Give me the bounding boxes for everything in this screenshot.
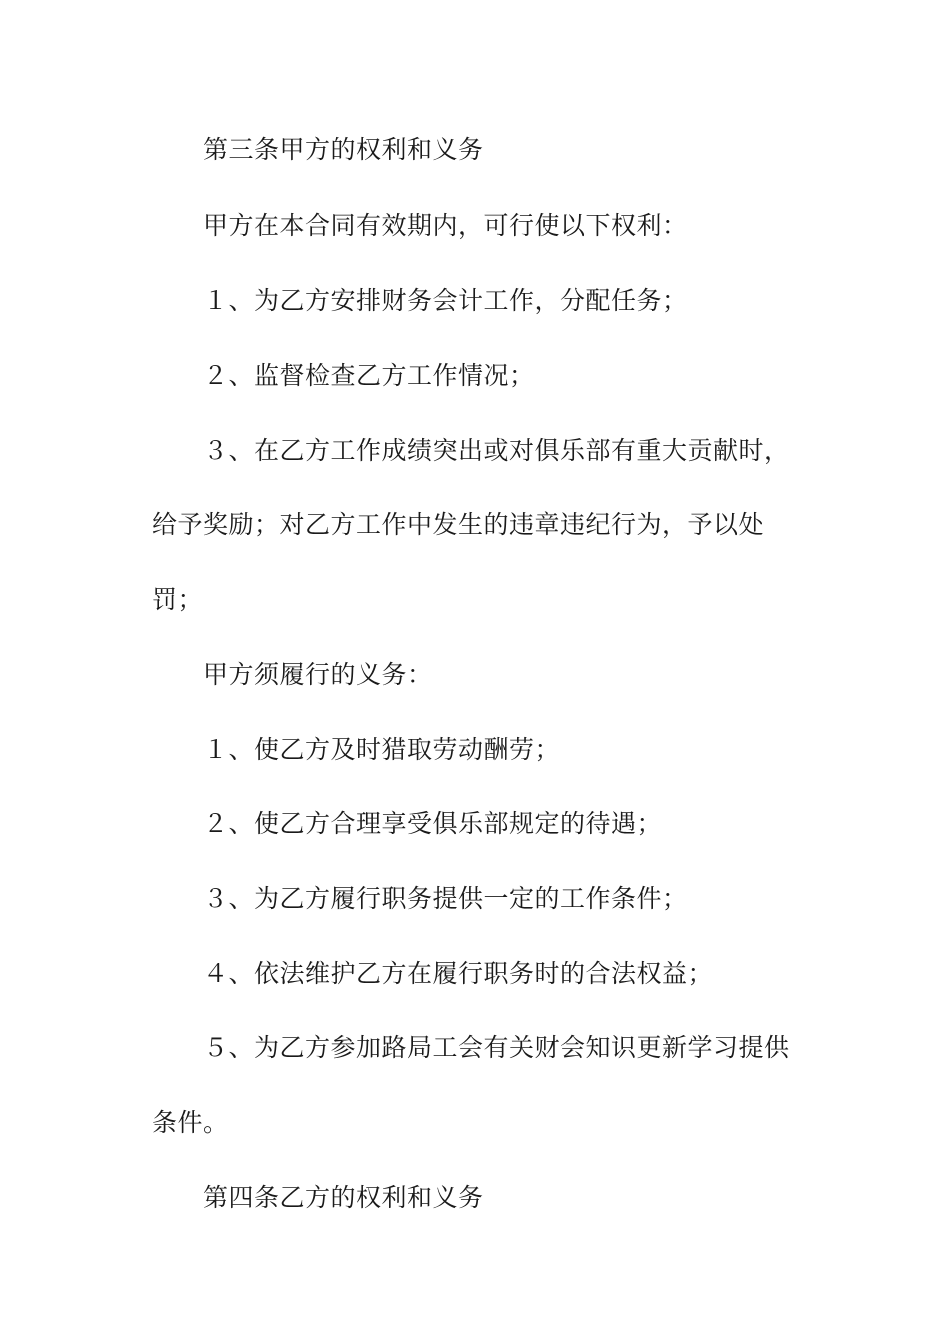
article-4-heading: 第四条乙方的权利和义务: [203, 1183, 484, 1212]
party-a-duty-2: ２、使乙方合理享受俱乐部规定的待遇；: [203, 809, 663, 838]
party-a-right-1: １、为乙方安排财务会计工作，分配任务；: [203, 286, 688, 315]
party-a-duty-4: ４、依法维护乙方在履行职务时的合法权益；: [203, 959, 714, 988]
party-a-right-2: ２、监督检查乙方工作情况；: [203, 361, 535, 390]
party-a-duty-5: ５、为乙方参加路局工会有关财会知识更新学习提供: [203, 1033, 790, 1062]
party-a-right-3-cont2: 罚；: [152, 585, 204, 614]
party-a-right-3-cont: 给予奖励；对乙方工作中发生的违章违纪行为，予以处: [152, 510, 765, 539]
article-3-heading: 第三条甲方的权利和义务: [203, 135, 484, 164]
party-a-rights-intro: 甲方在本合同有效期内，可行使以下权利：: [203, 211, 688, 240]
party-a-duty-1: １、使乙方及时猎取劳动酬劳；: [203, 735, 561, 764]
party-a-right-3: ３、在乙方工作成绩突出或对俱乐部有重大贡献时，: [203, 436, 790, 465]
party-a-duty-5-cont: 条件。: [152, 1108, 229, 1137]
party-a-duty-3: ３、为乙方履行职务提供一定的工作条件；: [203, 884, 688, 913]
party-a-duties-intro: 甲方须履行的义务：: [203, 660, 433, 689]
